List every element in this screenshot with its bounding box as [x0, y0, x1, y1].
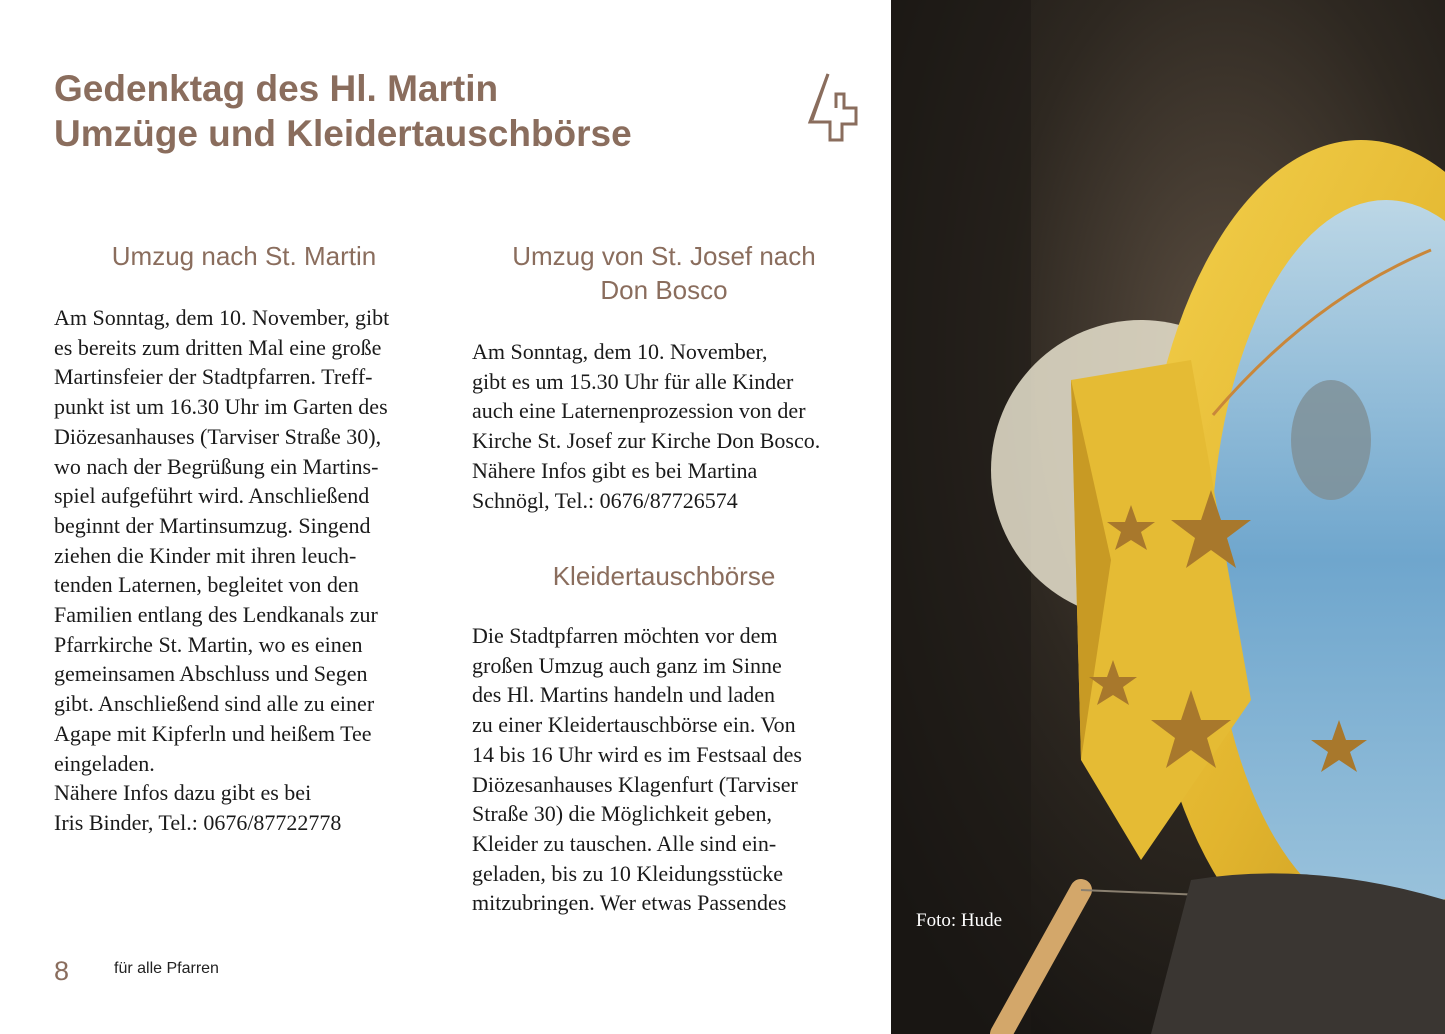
cross-icon	[800, 70, 862, 146]
footer-label: für alle Pfarren	[114, 960, 219, 977]
left-column-text	[54, 303, 444, 838]
photo-credit: Foto: Hude	[916, 910, 1003, 931]
text-line: zu einer Kleidertauschbörse ein. Von	[472, 712, 796, 738]
text-line: es bereits zum dritten Mal eine große	[54, 334, 382, 360]
text-line: des Hl. Martins handeln und laden	[472, 682, 776, 708]
title-line-2: Umzüge und Kleidertauschbörse	[54, 113, 632, 154]
text-line: ziehen die Kinder mit ihren leuch-	[54, 542, 357, 568]
text-line: wo nach der Begrüßung ein Martins-	[54, 453, 379, 479]
text-line: Die Stadtpfarren möchten vor dem	[472, 623, 778, 648]
text-line: Iris Binder, Tel.: 0676/87722778	[54, 809, 342, 835]
heading-line: Don Bosco	[600, 275, 728, 305]
heading-line: Umzug von St. Josef nach	[512, 241, 816, 271]
text-line: punkt ist um 16.30 Uhr im Garten des	[54, 394, 388, 420]
text-line: Kleider zu tauschen. Alle sind ein-	[472, 830, 777, 856]
text-line: gemeinsamen Abschluss und Segen	[54, 661, 368, 687]
text-line: spiel aufgeführt wird. Anschließend	[54, 483, 370, 509]
text-line: gibt es um 15.30 Uhr für alle Kinder	[472, 368, 794, 394]
text-line: Agape mit Kipferln und heißem Tee	[54, 720, 372, 746]
text-line: Pfarrkirche St. Martin, wo es einen	[54, 631, 363, 657]
heading-umzug-st-martin: Umzug nach St. Martin	[111, 241, 377, 271]
text-line: Straße 30) die Möglichkeit geben,	[472, 801, 772, 827]
page-number: 8	[54, 956, 70, 986]
heading-kleidertauschboerse: Kleidertauschbörse	[552, 561, 776, 591]
section-kleidertausch-text	[472, 621, 862, 918]
text-line: Nähere Infos gibt es bei Martina	[472, 457, 758, 483]
text-line: eingeladen.	[54, 750, 155, 776]
heading-umzug-st-josef	[472, 239, 856, 307]
text-line: Am Sonntag, dem 10. November,	[472, 339, 768, 364]
text-line: 14 bis 16 Uhr wird es im Festsaal des	[472, 741, 802, 767]
section-josef-text	[472, 337, 862, 515]
text-line: beginnt der Martinsumzug. Singend	[54, 512, 371, 538]
text-line: Schnögl, Tel.: 0676/87726574	[472, 487, 738, 513]
page-title	[54, 66, 774, 156]
text-line: gibt. Anschließend sind alle zu einer	[54, 691, 375, 717]
text-line: mitzubringen. Wer etwas Passendes	[472, 890, 787, 916]
lantern-illustration	[891, 0, 1445, 1034]
text-line: auch eine Laternenprozession von der	[472, 398, 806, 424]
text-line: Diözesanhauses (Tarviser Straße 30),	[54, 423, 382, 449]
text-line: Nähere Infos dazu gibt es bei	[54, 780, 312, 806]
title-line-1: Gedenktag des Hl. Martin	[54, 68, 499, 109]
lantern-photo	[891, 0, 1445, 1034]
text-line: Kirche St. Josef zur Kirche Don Bosco.	[472, 428, 821, 454]
text-line: tenden Laternen, begleitet von den	[54, 572, 359, 598]
text-line: großen Umzug auch ganz im Sinne	[472, 652, 782, 678]
text-line: Am Sonntag, dem 10. November, gibt	[54, 305, 390, 330]
text-line: geladen, bis zu 10 Kleidungsstücke	[472, 860, 783, 886]
text-line: Familien entlang des Lendkanals zur	[54, 602, 378, 628]
text-line: Diözesanhauses Klagenfurt (Tarviser	[472, 771, 798, 797]
text-line: Martinsfeier der Stadtpfarren. Treff-	[54, 364, 373, 390]
